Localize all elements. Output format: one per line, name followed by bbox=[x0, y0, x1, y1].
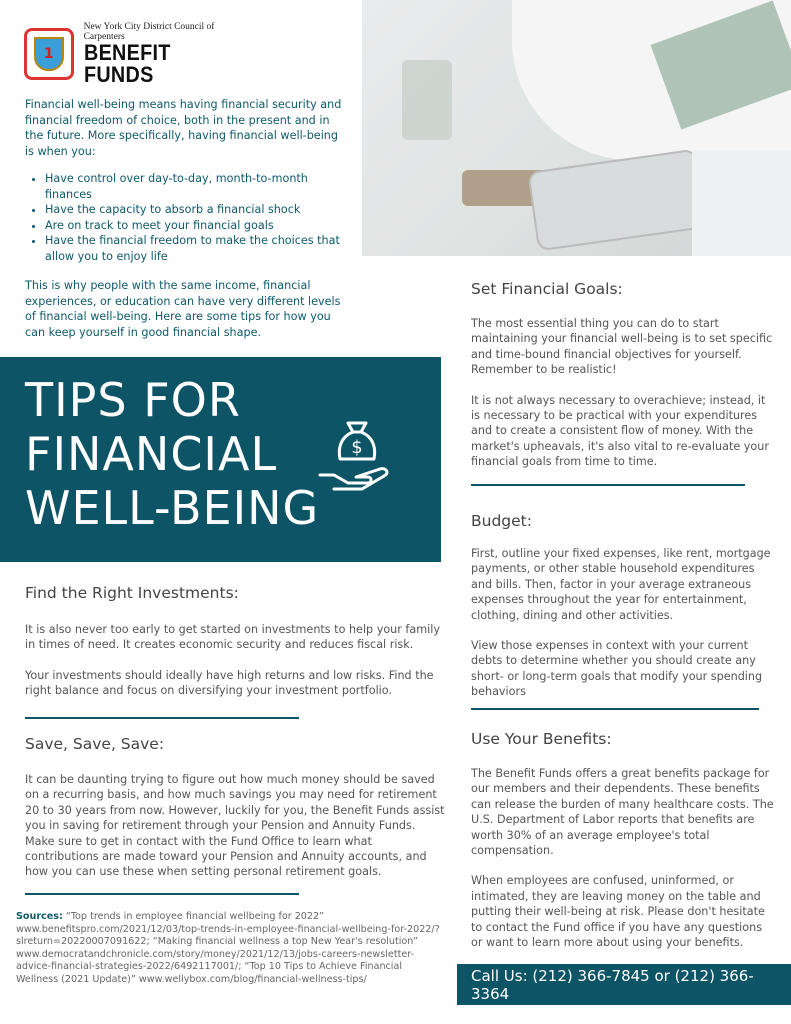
org-name: BENEFIT FUNDS bbox=[83, 40, 171, 87]
section-title: Find the Right Investments: bbox=[25, 584, 239, 602]
intro-paragraph: Financial well-being means having financial security and financial freedom of choice, both in the present and in the future. More specifically, having financial well-being is when you: bbox=[25, 98, 342, 158]
list-item: • Have the capacity to absorb a financial shock bbox=[45, 202, 343, 218]
section-title: Budget: bbox=[471, 512, 532, 530]
paragraph: The Benefit Funds offers a great benefits package for our members and their dependents. These benefits can release the burden of many healthcare costs. The U.S. Department of Labor reports that benefits are worth 30% of an average employee's total compensation. bbox=[471, 767, 774, 858]
union-seal-icon: 1 bbox=[24, 28, 74, 80]
intro bbox=[25, 97, 343, 264]
paragraph: It is also never too early to get started on investments to help your family in times of need. It creates economic security and reduces fiscal risk. bbox=[25, 623, 440, 652]
section-title: Save, Save, Save: bbox=[25, 735, 165, 753]
divider bbox=[25, 893, 299, 895]
paragraph: View those expenses in context with your current debts to determine whether you should create any short- or long-term goals that modify your spending behaviors bbox=[471, 639, 763, 699]
paragraph: First, outline your fixed expenses, like rent, mortgage payments, or other stable household expenditures and bills. Then, factor in your average extraneous expenses throughout the year for entertainment, clothing, dining and other activities. bbox=[471, 547, 771, 622]
call-us-banner: Call Us: (212) 366-7845 or (212) 366-3364 bbox=[457, 964, 791, 1005]
section-save bbox=[25, 735, 445, 880]
list-item: • Are on track to meet your financial goals bbox=[45, 218, 343, 234]
intro-closing: This is why people with the same income, financial experiences, or education can have very different levels of financial well-being. Here are some tips for how you can keep yourself in good financial shape. bbox=[25, 279, 341, 339]
divider bbox=[25, 717, 299, 719]
divider bbox=[471, 708, 759, 710]
wellbeing-list bbox=[45, 171, 343, 264]
logo bbox=[24, 22, 254, 87]
calculator-photo bbox=[362, 0, 791, 256]
money-bag-hand-icon bbox=[318, 419, 404, 495]
paragraph: Your investments should ideally have high returns and low risks. Find the right balance and focus on diversifying your investment portfolio. bbox=[25, 668, 434, 698]
org-line: New York City District Council of Carpenters bbox=[83, 22, 215, 42]
paragraph: It can be daunting trying to figure out how much money should be saved on a recurring basis, and how much savings you may need for retirement 20 to 30 years from now. However, luckily for you, the Benefit Funds assist you in saving for retirement through your Pension and Annuity Funds. Make sure to get in contact with the Fund Office to learn what contributions are made toward your Pension and Annuity accounts, and how you can use these when setting personal retirement goals. bbox=[25, 773, 445, 879]
list-item: • Have control over day-to-day, month-to-month finances bbox=[45, 171, 343, 202]
section-budget bbox=[471, 512, 776, 700]
list-item: • Have the financial freedom to make the choices that allow you to enjoy life bbox=[45, 233, 343, 264]
svg-text:$: $ bbox=[351, 437, 363, 458]
paragraph: The most essential thing you can do to start maintaining your financial well-being is to set specific and time-bound financial objectives for yourself. Remember to be realistic! bbox=[471, 317, 773, 377]
section-title: Set Financial Goals: bbox=[471, 280, 623, 298]
paragraph: It is not always necessary to overachieve; instead, it is necessary to be practical with your expenditures and to create a consistent flow of money. With the market's upheavals, it's also vital to re-evaluate your financial goals from time to time. bbox=[471, 393, 769, 469]
section-benefits bbox=[471, 730, 776, 950]
paragraph: When employees are confused, uninformed, or intimated, they are leaving money on the table and putting their well-being at risk. Please don't hesitate to contact the Fund office if you have any questions or want to learn more about using your benefits. bbox=[471, 874, 765, 950]
section-investments bbox=[25, 584, 445, 699]
hero-banner bbox=[0, 357, 441, 562]
sources: Sources: “Top trends in employee financial wellbeing for 2022” www.benefitspro.com/2021/12/03/top-trends-in-employee-financial-wellbeing-for-2022/?slreturn=20220007091622; “Making financial wellness a top New Year's resolution” www.democratandchronicle.com/story/money/2021/12/13/jobs-careers-newsletter-advice-financial-strategies-2022/6492117001/; “Top 10 Tips to Achieve Financial Wellness (2021 Update)” www.wellybox.com/blog/financial-wellness-tips/ bbox=[16, 911, 440, 985]
section-title: Use Your Benefits: bbox=[471, 730, 612, 748]
divider bbox=[471, 484, 745, 486]
section-goals bbox=[471, 280, 776, 470]
page-title: TIPS FOR FINANCIAL WELL-BEING bbox=[25, 373, 320, 535]
